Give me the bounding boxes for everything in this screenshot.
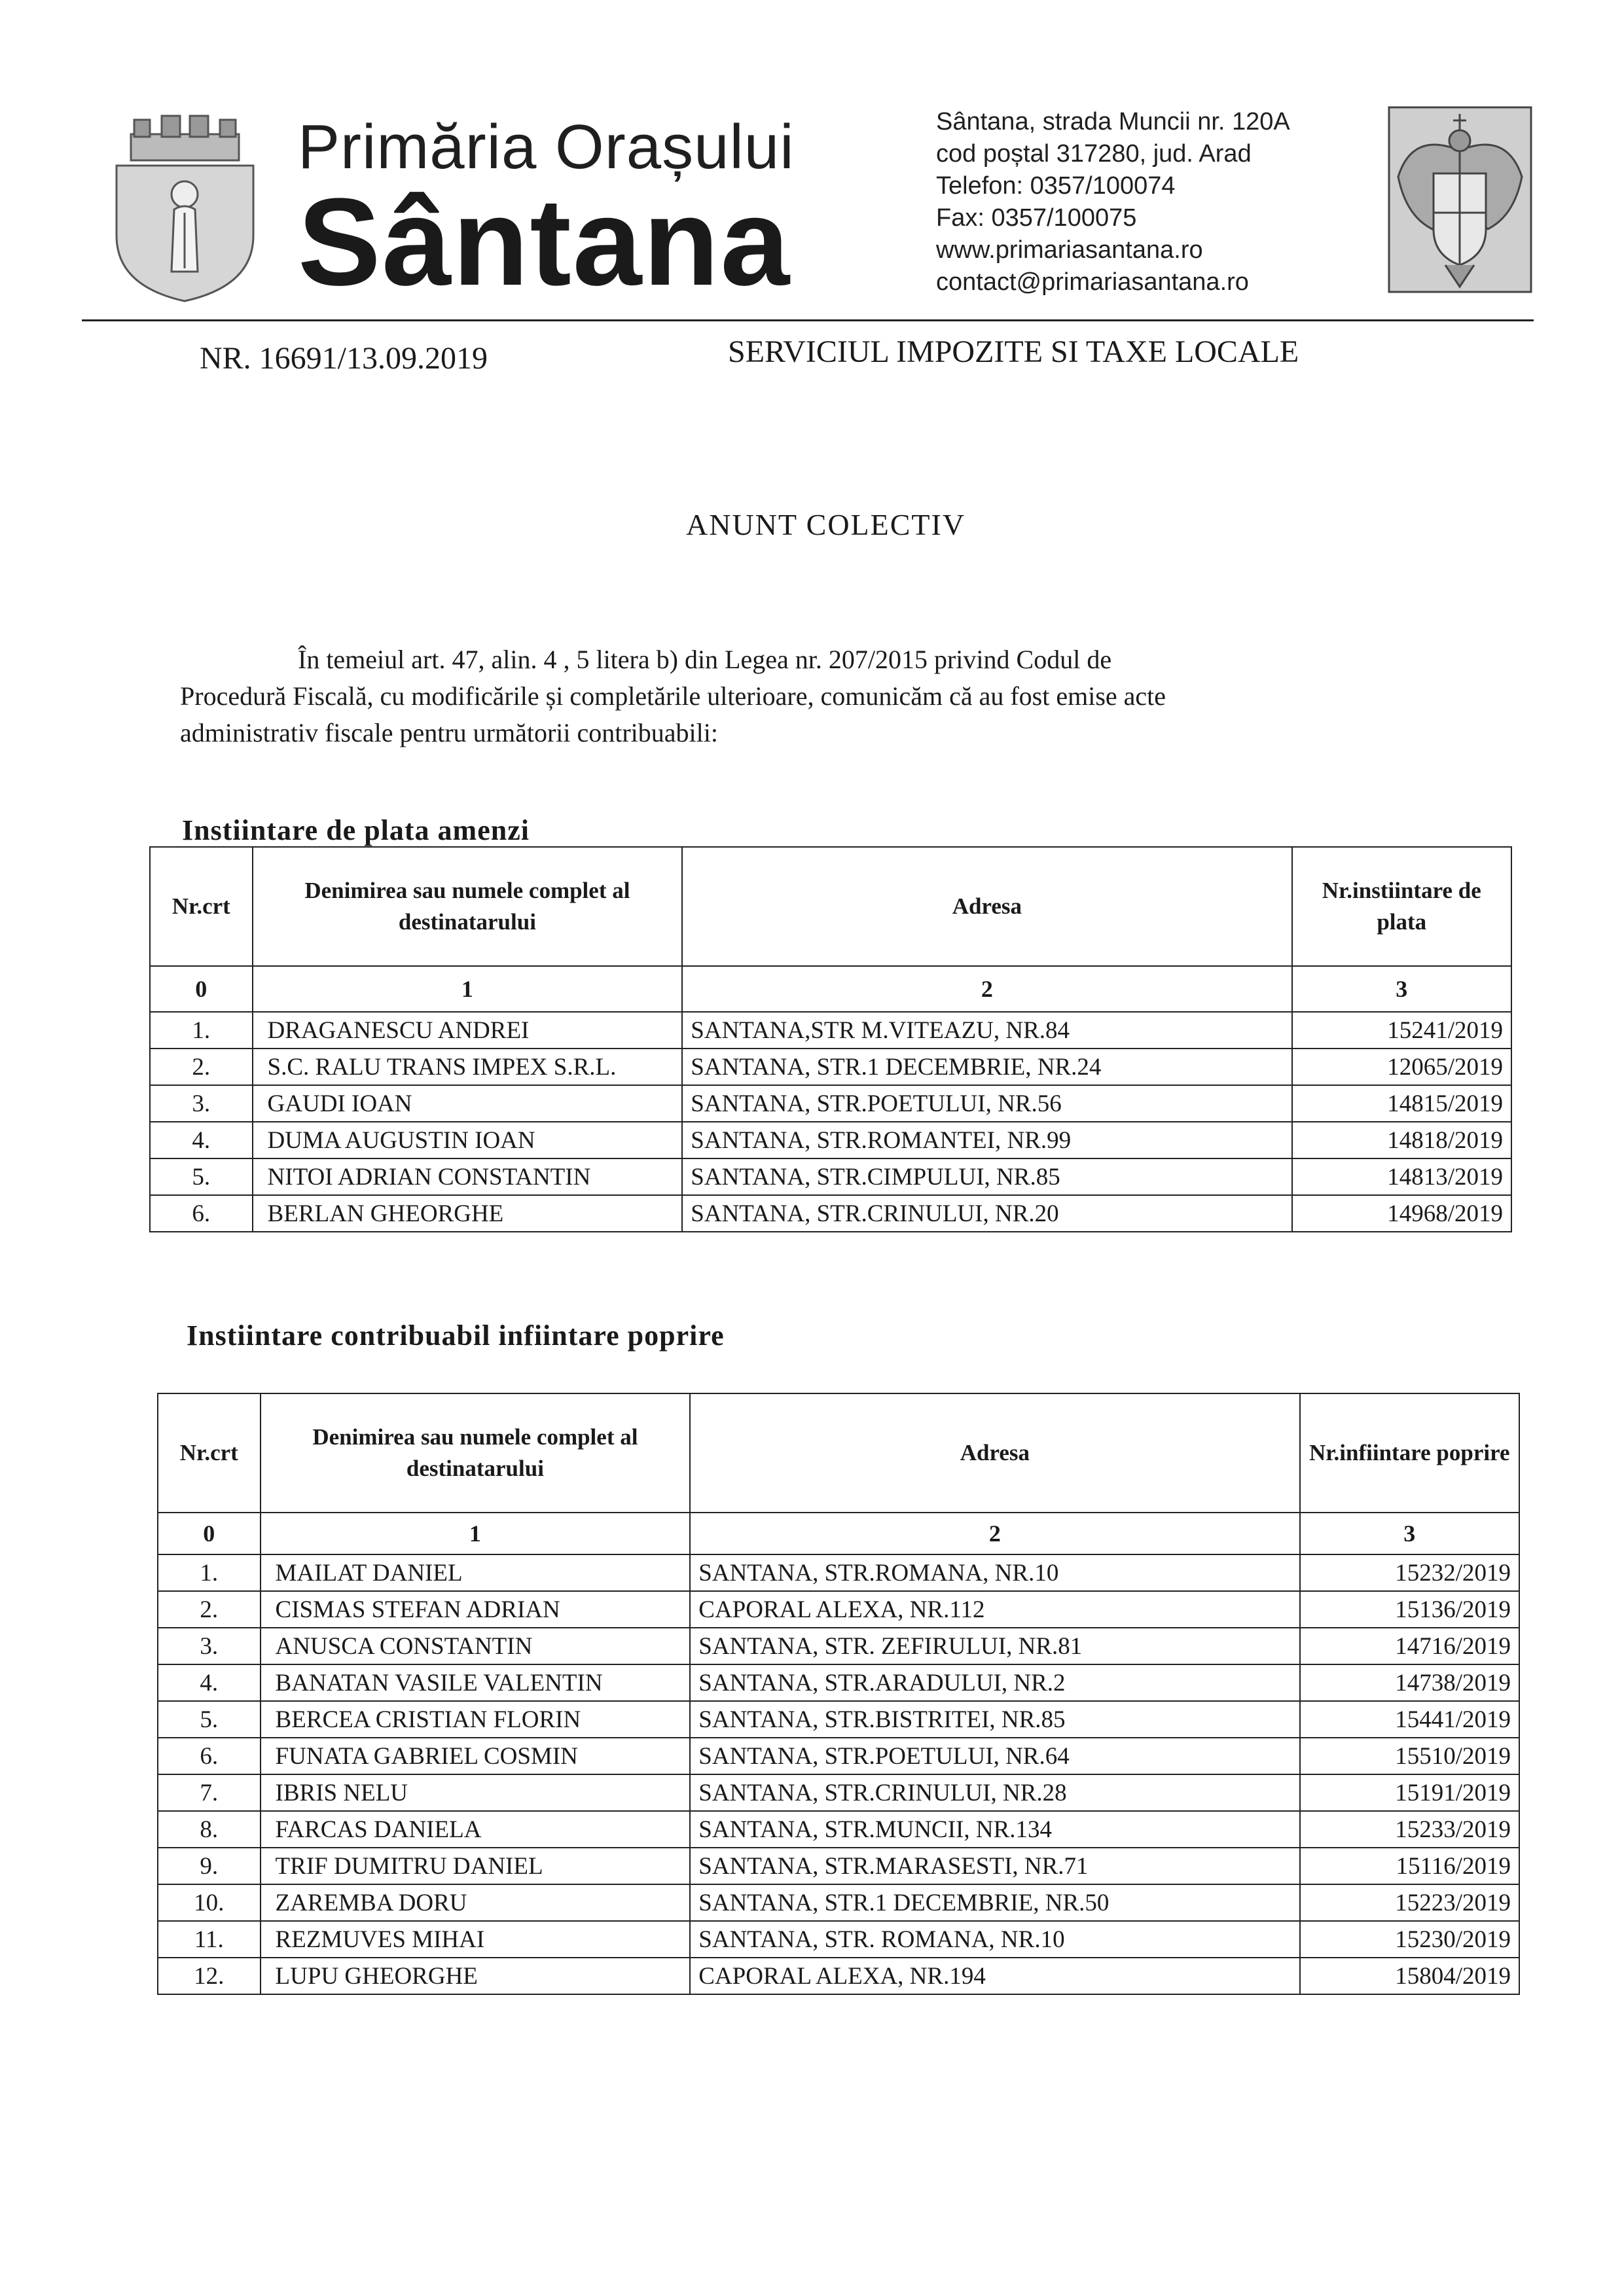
- row-number: 2.: [150, 1049, 253, 1085]
- notice-number: 14716/2019: [1300, 1628, 1520, 1664]
- intro-line: Procedură Fiscală, cu modificările și completările ulterioare, comunicăm că au fost emise acte: [180, 681, 1166, 711]
- recipient-name: FARCAS DANIELA: [261, 1811, 691, 1848]
- table-row: [150, 1049, 1511, 1085]
- row-number: 9.: [158, 1848, 261, 1884]
- table-row: [150, 1195, 1511, 1232]
- recipient-name: DUMA AUGUSTIN IOAN: [253, 1122, 683, 1158]
- column-header-address: Adresa: [690, 1393, 1299, 1513]
- contact-postal-code: cod poștal 317280, jud. Arad: [936, 140, 1252, 168]
- recipient-address: SANTANA, STR.ARADULUI, NR.2: [690, 1664, 1299, 1701]
- recipient-name: LUPU GHEORGHE: [261, 1958, 691, 1994]
- table-header-row: [158, 1393, 1519, 1513]
- column-header-address: Adresa: [682, 847, 1291, 966]
- table-row: [158, 1554, 1519, 1591]
- column-index: 3: [1300, 1513, 1520, 1554]
- table-row: [158, 1738, 1519, 1774]
- row-number: 4.: [150, 1122, 253, 1158]
- recipient-name: MAILAT DANIEL: [261, 1554, 691, 1591]
- recipient-address: SANTANA, STR.1 DECEMBRIE, NR.50: [690, 1884, 1299, 1921]
- recipient-name: ANUSCA CONSTANTIN: [261, 1628, 691, 1664]
- table-row: [150, 1085, 1511, 1122]
- contact-website: www.primariasantana.ro: [936, 236, 1203, 264]
- recipient-name: FUNATA GABRIEL COSMIN: [261, 1738, 691, 1774]
- department-name: SERVICIUL IMPOZITE SI TAXE LOCALE: [728, 334, 1299, 369]
- table-row: [150, 1012, 1511, 1049]
- recipient-address: SANTANA, STR.CRINULUI, NR.20: [682, 1195, 1291, 1232]
- contact-fax: Fax: 0357/100075: [936, 204, 1137, 232]
- column-index: 0: [158, 1513, 261, 1554]
- column-index: 3: [1292, 966, 1512, 1012]
- recipient-address: SANTANA, STR.MUNCII, NR.134: [690, 1811, 1299, 1848]
- recipient-name: IBRIS NELU: [261, 1774, 691, 1811]
- column-index: 2: [682, 966, 1291, 1012]
- intro-paragraph: [180, 641, 1398, 751]
- recipient-address: SANTANA, STR.ROMANTEI, NR.99: [682, 1122, 1291, 1158]
- recipient-address: SANTANA, STR.CIMPULUI, NR.85: [682, 1158, 1291, 1195]
- table-row: [150, 1158, 1511, 1195]
- table-row: [158, 1701, 1519, 1738]
- row-number: 10.: [158, 1884, 261, 1921]
- column-header-nr: Nr.crt: [150, 847, 253, 966]
- row-number: 3.: [150, 1085, 253, 1122]
- column-index-row: [158, 1513, 1519, 1554]
- recipient-address: SANTANA, STR.MARASESTI, NR.71: [690, 1848, 1299, 1884]
- recipient-name: BANATAN VASILE VALENTIN: [261, 1664, 691, 1701]
- contact-address: Sântana, strada Muncii nr. 120A: [936, 108, 1290, 135]
- recipient-name: DRAGANESCU ANDREI: [253, 1012, 683, 1049]
- column-header-nr: Nr.crt: [158, 1393, 261, 1513]
- fines-table: [149, 846, 1512, 1232]
- table-row: [158, 1921, 1519, 1958]
- table-row: [158, 1958, 1519, 1994]
- column-header-notice-number: Nr.infiintare poprire: [1300, 1393, 1520, 1513]
- table-row: [158, 1774, 1519, 1811]
- document-title: ANUNT COLECTIV: [686, 508, 966, 541]
- notice-number: 15804/2019: [1300, 1958, 1520, 1994]
- table-row: [158, 1591, 1519, 1628]
- notice-number: 15191/2019: [1300, 1774, 1520, 1811]
- table-row: [158, 1628, 1519, 1664]
- recipient-address: SANTANA, STR. ZEFIRULUI, NR.81: [690, 1628, 1299, 1664]
- recipient-name: NITOI ADRIAN CONSTANTIN: [253, 1158, 683, 1195]
- recipient-address: SANTANA, STR.POETULUI, NR.56: [682, 1085, 1291, 1122]
- notice-number: 15441/2019: [1300, 1701, 1520, 1738]
- notice-number: 15116/2019: [1300, 1848, 1520, 1884]
- row-number: 8.: [158, 1811, 261, 1848]
- column-header-name: Denimirea sau numele complet al destinatarului: [253, 847, 683, 966]
- row-number: 5.: [158, 1701, 261, 1738]
- national-coat-of-arms-icon: [1386, 105, 1534, 295]
- notice-number: 14818/2019: [1292, 1122, 1512, 1158]
- notice-number: 14815/2019: [1292, 1085, 1512, 1122]
- recipient-address: CAPORAL ALEXA, NR.194: [690, 1958, 1299, 1994]
- contact-phone: Telefon: 0357/100074: [936, 172, 1176, 200]
- brand-town-name: Sântana: [298, 173, 791, 312]
- row-number: 1.: [150, 1012, 253, 1049]
- recipient-name: GAUDI IOAN: [253, 1085, 683, 1122]
- header-divider: [82, 319, 1534, 321]
- contact-block: [936, 106, 1290, 298]
- row-number: 6.: [158, 1738, 261, 1774]
- town-coat-of-arms-icon: [111, 115, 259, 304]
- recipient-name: BERCEA CRISTIAN FLORIN: [261, 1701, 691, 1738]
- contact-email: contact@primariasantana.ro: [936, 268, 1249, 296]
- recipient-address: SANTANA, STR.1 DECEMBRIE, NR.24: [682, 1049, 1291, 1085]
- row-number: 3.: [158, 1628, 261, 1664]
- column-index: 2: [690, 1513, 1299, 1554]
- recipient-address: SANTANA, STR.ROMANA, NR.10: [690, 1554, 1299, 1591]
- table-row: [150, 1122, 1511, 1158]
- table-row: [158, 1664, 1519, 1701]
- notice-number: 15233/2019: [1300, 1811, 1520, 1848]
- recipient-name: REZMUVES MIHAI: [261, 1921, 691, 1958]
- notice-number: 15510/2019: [1300, 1738, 1520, 1774]
- recipient-address: SANTANA, STR.BISTRITEI, NR.85: [690, 1701, 1299, 1738]
- table-row: [158, 1811, 1519, 1848]
- row-number: 11.: [158, 1921, 261, 1958]
- table-row: [158, 1848, 1519, 1884]
- recipient-address: CAPORAL ALEXA, NR.112: [690, 1591, 1299, 1628]
- intro-line: administrativ fiscale pentru următorii contribuabili:: [180, 718, 718, 747]
- section-title-fines: Instiintare de plata amenzi: [182, 814, 530, 846]
- column-index: 1: [253, 966, 683, 1012]
- notice-number: 15241/2019: [1292, 1012, 1512, 1049]
- row-number: 6.: [150, 1195, 253, 1232]
- row-number: 5.: [150, 1158, 253, 1195]
- recipient-address: SANTANA, STR.POETULUI, NR.64: [690, 1738, 1299, 1774]
- notice-number: 14813/2019: [1292, 1158, 1512, 1195]
- intro-line: În temeiul art. 47, alin. 4 , 5 litera b) din Legea nr. 207/2015 privind Codul de: [298, 645, 1112, 674]
- brand-title: Primăria Orașului: [298, 112, 795, 182]
- notice-number: 15232/2019: [1300, 1554, 1520, 1591]
- table-header-row: [150, 847, 1511, 966]
- notice-number: 15223/2019: [1300, 1884, 1520, 1921]
- garnishment-table: [157, 1393, 1520, 1995]
- recipient-name: TRIF DUMITRU DANIEL: [261, 1848, 691, 1884]
- column-header-name: Denimirea sau numele complet al destinatarului: [261, 1393, 691, 1513]
- row-number: 2.: [158, 1591, 261, 1628]
- recipient-address: SANTANA, STR.CRINULUI, NR.28: [690, 1774, 1299, 1811]
- notice-number: 14968/2019: [1292, 1195, 1512, 1232]
- column-header-notice-number: Nr.instiintare de plata: [1292, 847, 1512, 966]
- notice-number: 14738/2019: [1300, 1664, 1520, 1701]
- recipient-name: BERLAN GHEORGHE: [253, 1195, 683, 1232]
- recipient-address: SANTANA,STR M.VITEAZU, NR.84: [682, 1012, 1291, 1049]
- row-number: 4.: [158, 1664, 261, 1701]
- column-index-row: [150, 966, 1511, 1012]
- row-number: 1.: [158, 1554, 261, 1591]
- notice-number: 15230/2019: [1300, 1921, 1520, 1958]
- document-number: NR. 16691/13.09.2019: [200, 341, 488, 376]
- recipient-name: CISMAS STEFAN ADRIAN: [261, 1591, 691, 1628]
- notice-number: 12065/2019: [1292, 1049, 1512, 1085]
- recipient-name: ZAREMBA DORU: [261, 1884, 691, 1921]
- recipient-address: SANTANA, STR. ROMANA, NR.10: [690, 1921, 1299, 1958]
- recipient-name: S.C. RALU TRANS IMPEX S.R.L.: [253, 1049, 683, 1085]
- column-index: 0: [150, 966, 253, 1012]
- section-title-garnishment: Instiintare contribuabil infiintare poprire: [187, 1319, 725, 1352]
- table-row: [158, 1884, 1519, 1921]
- notice-number: 15136/2019: [1300, 1591, 1520, 1628]
- column-index: 1: [261, 1513, 691, 1554]
- row-number: 7.: [158, 1774, 261, 1811]
- row-number: 12.: [158, 1958, 261, 1994]
